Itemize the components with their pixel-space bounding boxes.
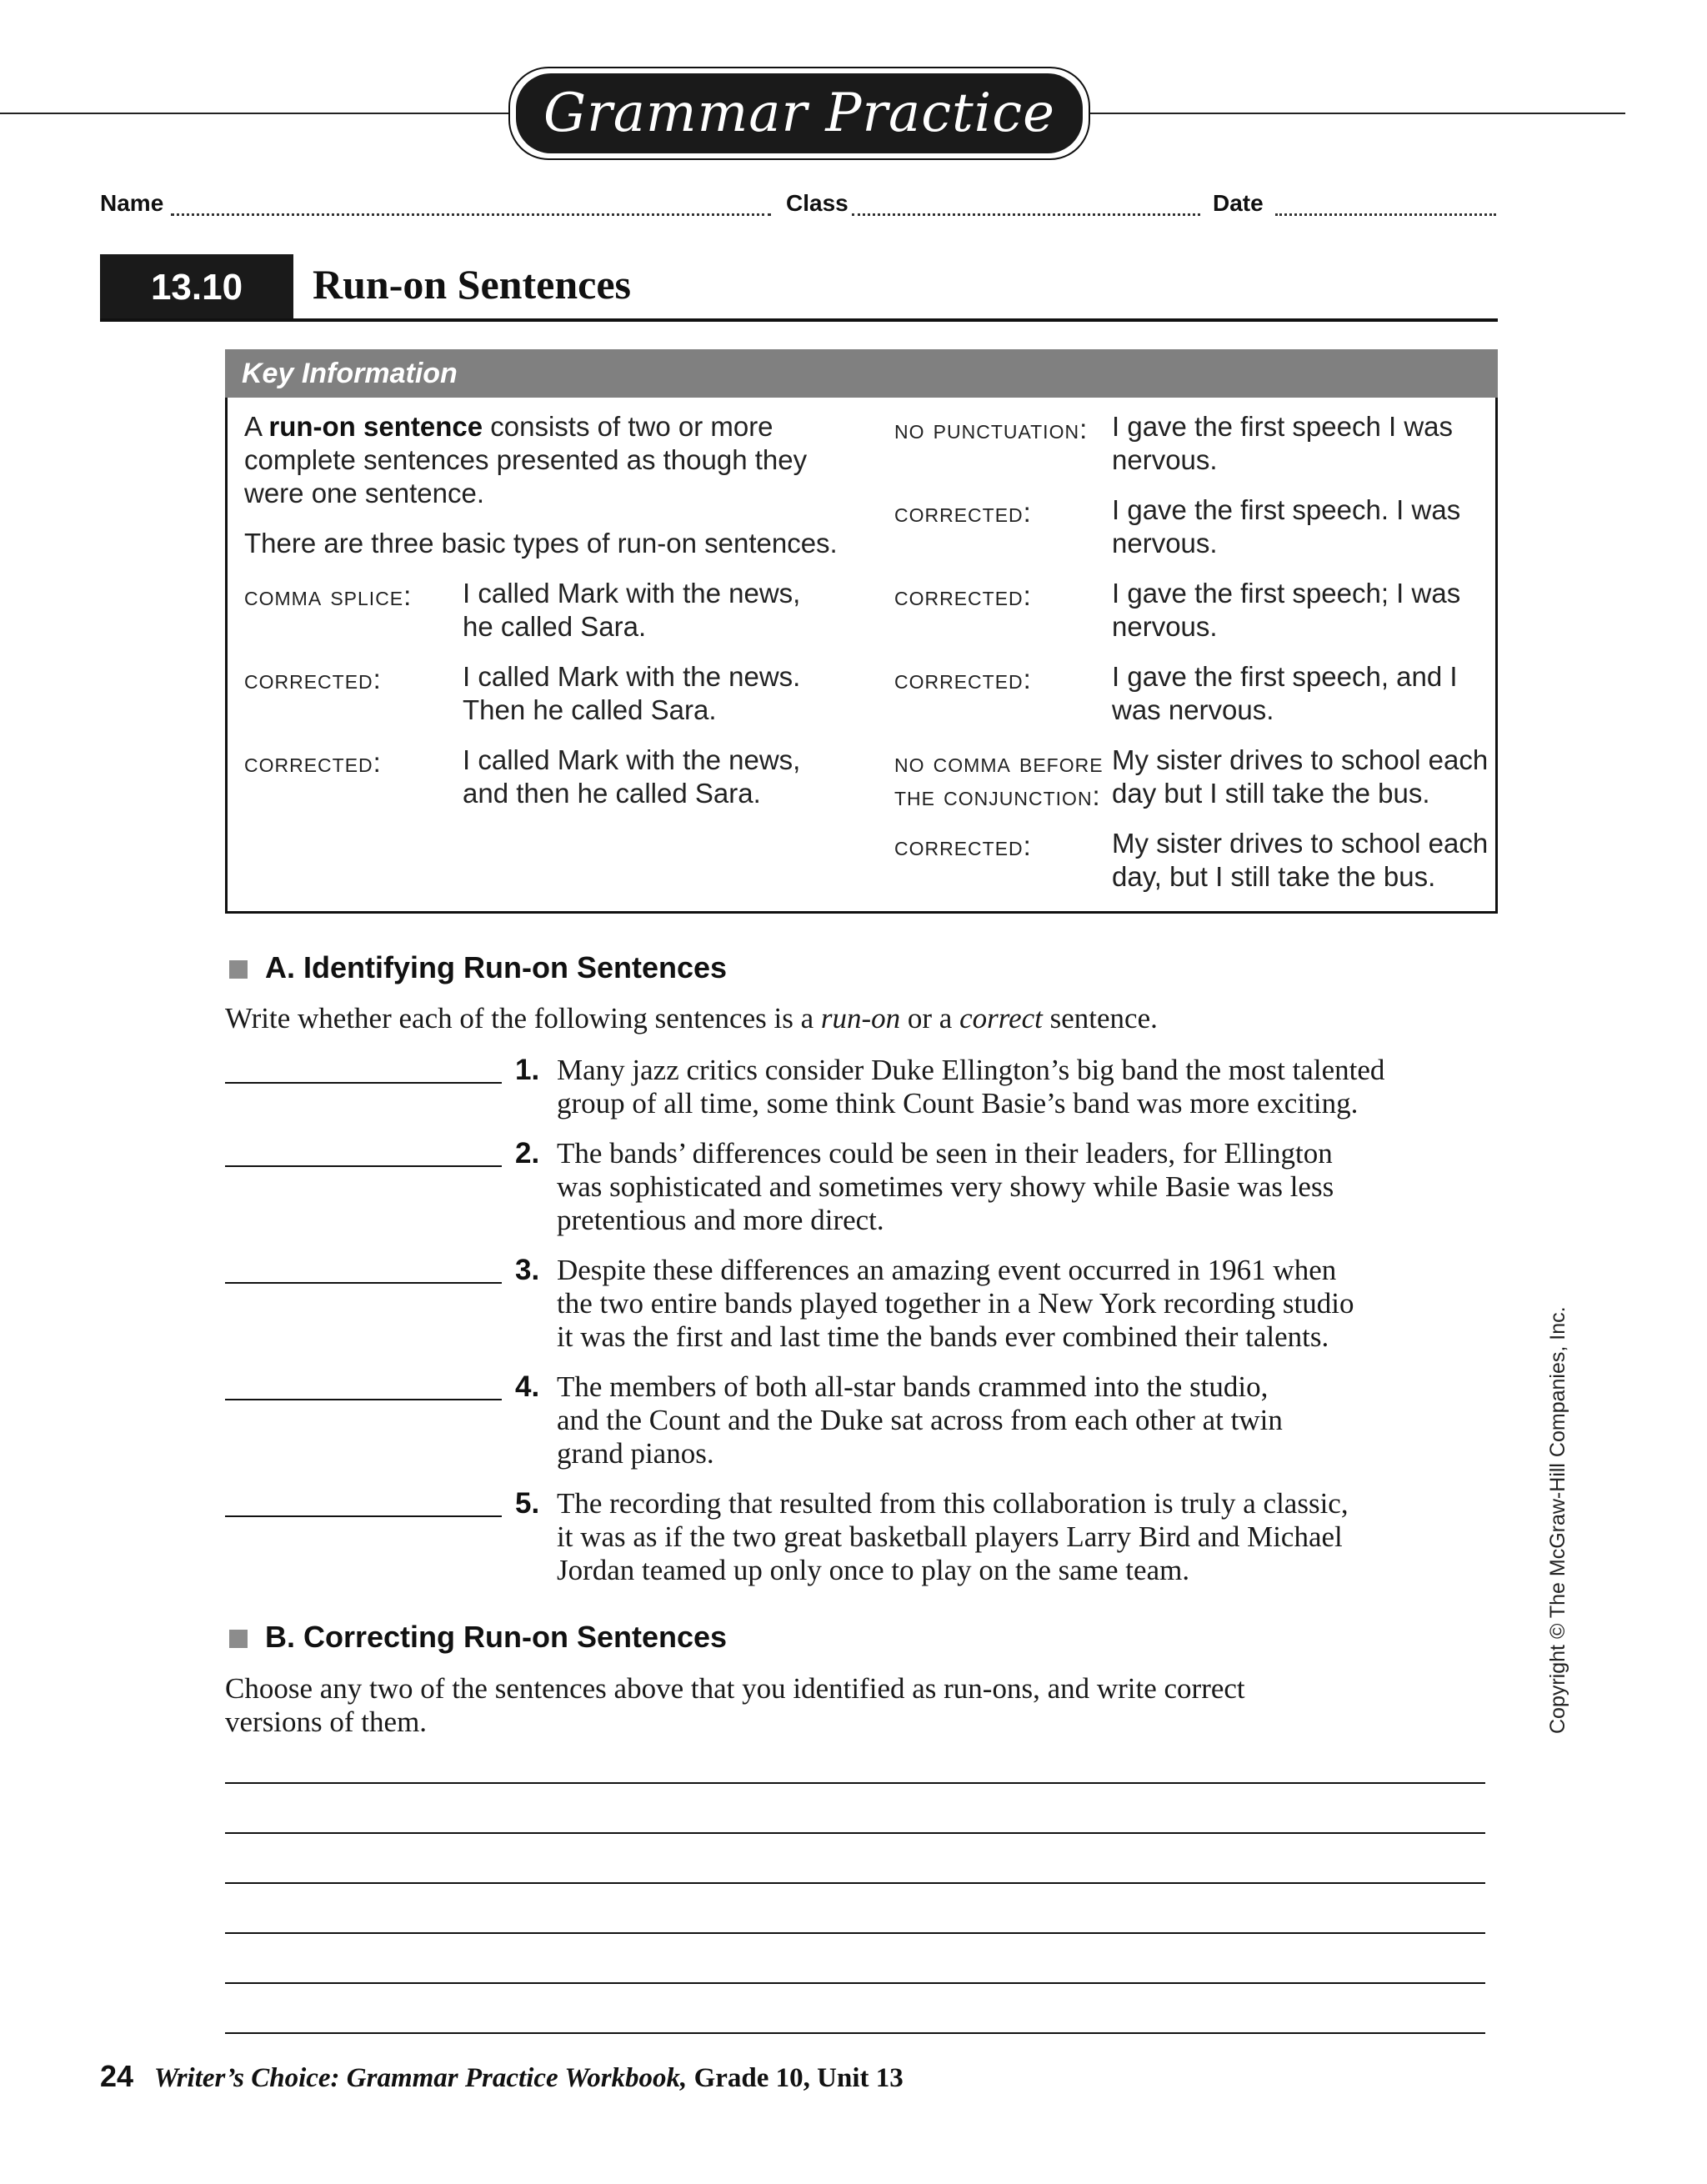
- example-text: My sister drives to school each day, but I still take the bus.: [1112, 828, 1489, 892]
- writing-line[interactable]: [225, 1782, 1485, 1784]
- writing-line[interactable]: [225, 1882, 1485, 1884]
- copyright-notice: Copyright © The McGraw-Hill Companies, Inc.: [1546, 1306, 1569, 1734]
- example-label: corrected:: [894, 580, 1032, 611]
- answer-blank[interactable]: [225, 1282, 502, 1284]
- writing-line[interactable]: [225, 1982, 1485, 1984]
- example-text: I gave the first speech, and I was nervous.: [1112, 661, 1458, 725]
- answer-blank[interactable]: [225, 1082, 502, 1084]
- item-number: 3.: [515, 1254, 540, 1286]
- section-title: Run-on Sentences: [313, 261, 631, 308]
- banner-title: Grammar Practice: [516, 73, 1083, 153]
- part-a-instruction: Write whether each of the following sentences is a run-on or a correct sentence.: [225, 1002, 1158, 1034]
- key-info-heading: Key Information: [225, 349, 1498, 398]
- example-label: corrected:: [244, 664, 382, 694]
- item-number: 2.: [515, 1137, 540, 1170]
- page-number: 24: [100, 2059, 134, 2093]
- example-label: corrected:: [244, 747, 382, 778]
- item-number: 4.: [515, 1370, 540, 1403]
- example-text: I called Mark with the news, and then he called Sara.: [463, 744, 801, 809]
- example-label: corrected:: [894, 830, 1032, 861]
- date-field[interactable]: [1275, 197, 1496, 216]
- example-text: I gave the first speech I was nervous.: [1112, 411, 1454, 475]
- answer-blank[interactable]: [225, 1399, 502, 1400]
- item-text: Despite these differences an amazing event occurred in 1961 when the two entire bands played together in a New York recording studio it was the first and last time the bands ever combined their talents.: [557, 1254, 1354, 1353]
- section-rule: [100, 318, 1498, 322]
- example-text: I called Mark with the news, he called Sara.: [463, 578, 801, 642]
- example-text: I gave the first speech. I was nervous.: [1112, 494, 1461, 559]
- part-b-heading: B. Correcting Run-on Sentences: [265, 1620, 728, 1654]
- answer-blank[interactable]: [225, 1515, 502, 1517]
- item-text: The recording that resulted from this collaboration is truly a classic, it was as if the two great basketball players Larry Bird and Michael Jordan teamed up only once to play on the same team.: [557, 1487, 1349, 1586]
- writing-line[interactable]: [225, 1832, 1485, 1834]
- example-label: comma splice:: [244, 580, 413, 611]
- name-label: Name: [100, 190, 164, 216]
- grade-unit: Grade 10, Unit 13: [693, 2063, 904, 2093]
- part-a-heading: A. Identifying Run-on Sentences: [265, 950, 728, 984]
- page-footer: [100, 2059, 904, 2094]
- item-text: The members of both all-star bands crammed into the studio, and the Count and the Duke sat across from each other at twin grand pianos.: [557, 1370, 1283, 1470]
- example-text: My sister drives to school each day but I still take the bus.: [1112, 744, 1489, 809]
- section-number: 13.10: [100, 254, 293, 321]
- key-info-types-line: There are three basic types of run-on sentences.: [244, 528, 838, 559]
- book-title: Writer’s Choice: Grammar Practice Workbook,: [153, 2063, 688, 2093]
- writing-line[interactable]: [225, 2032, 1485, 2034]
- class-field[interactable]: [852, 197, 1200, 216]
- square-bullet-icon: [229, 960, 248, 979]
- square-bullet-icon: [229, 1630, 248, 1648]
- item-text: Many jazz critics consider Duke Ellington’s big band the most talented group of all time, some think Count Basie’s band was more exciting.: [557, 1054, 1385, 1120]
- example-label: corrected:: [894, 664, 1032, 694]
- example-label: corrected:: [894, 497, 1032, 528]
- example-label: no comma before the conjunction:: [894, 747, 1104, 811]
- example-text: I gave the first speech; I was nervous.: [1112, 578, 1461, 642]
- name-field[interactable]: [171, 197, 771, 216]
- item-number: 1.: [515, 1054, 540, 1086]
- writing-line[interactable]: [225, 1932, 1485, 1934]
- class-label: Class: [786, 190, 848, 216]
- part-b-instruction: Choose any two of the sentences above that you identified as run-ons, and write correct versions of them.: [225, 1672, 1245, 1738]
- date-label: Date: [1213, 190, 1264, 216]
- key-info-definition: A run-on sentence consists of two or more complete sentences presented as though they were one sentence.: [244, 411, 808, 508]
- example-text: I called Mark with the news. Then he called Sara.: [463, 661, 801, 725]
- example-label: no punctuation:: [894, 413, 1089, 444]
- item-number: 5.: [515, 1487, 540, 1520]
- item-text: The bands’ differences could be seen in their leaders, for Ellington was sophisticated and sometimes very showy while Basie was less pretentious and more direct.: [557, 1137, 1334, 1236]
- answer-blank[interactable]: [225, 1165, 502, 1167]
